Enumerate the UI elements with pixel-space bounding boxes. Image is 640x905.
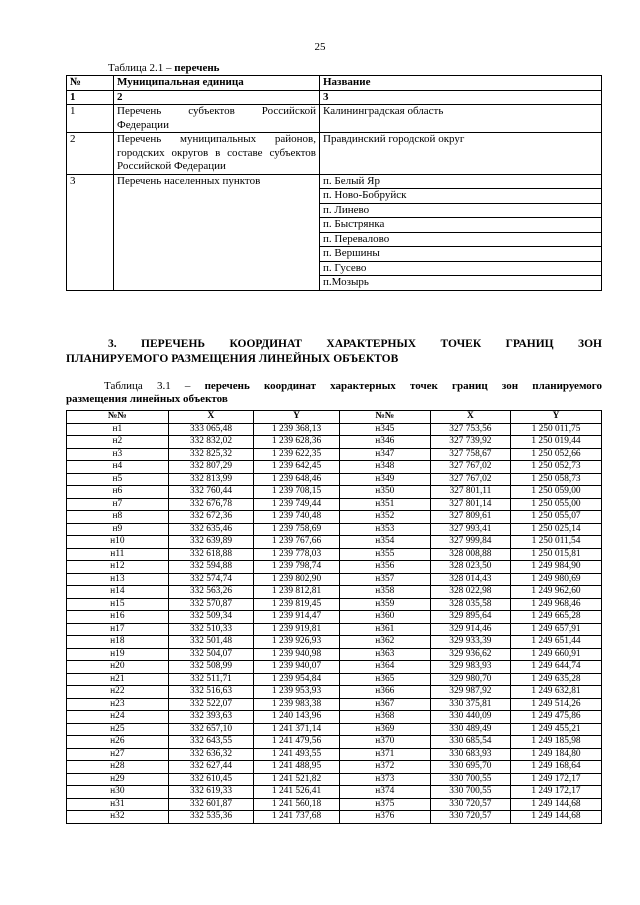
municipal-unit: Перечень муниципальных районов, городских округов в составе субъектов Российской Федерации: [114, 133, 320, 175]
header-cell: X: [430, 411, 510, 424]
name-cell: п. Гусево: [320, 261, 602, 276]
point-id: н349: [339, 473, 430, 486]
y-coord: 1 239 767,66: [254, 536, 340, 549]
y-coord: 1 250 052,66: [511, 448, 602, 461]
table-row: [67, 598, 602, 611]
point-id: н365: [339, 673, 430, 686]
y-coord: 1 239 940,98: [254, 648, 340, 661]
x-coord: 332 672,36: [168, 511, 254, 524]
y-coord: 1 239 919,81: [254, 623, 340, 636]
table-row: [67, 648, 602, 661]
y-coord: 1 239 940,07: [254, 661, 340, 674]
table-2-1: [66, 75, 602, 291]
y-coord: 1 250 011,75: [511, 423, 602, 436]
point-id: н371: [339, 748, 430, 761]
point-id: н14: [67, 586, 169, 599]
table-row: [67, 698, 602, 711]
point-id: н363: [339, 648, 430, 661]
caption-bold: размещения линейных объектов: [66, 393, 228, 405]
caption-bold: перечень координат характерных точек границ зон планируемого: [204, 380, 603, 392]
x-coord: 327 767,02: [430, 473, 510, 486]
y-coord: 1 239 798,74: [254, 561, 340, 574]
y-coord: 1 241 371,14: [254, 723, 340, 736]
point-id: н26: [67, 736, 169, 749]
section-heading-line-1: 3. ПЕРЕЧЕНЬ КООРДИНАТ ХАРАКТЕРНЫХ ТОЧЕК ГРАНИЦ ЗОН: [108, 338, 602, 350]
x-coord: 330 685,54: [430, 736, 510, 749]
table-row: [67, 573, 602, 586]
point-id: н355: [339, 548, 430, 561]
y-coord: 1 249 632,81: [511, 686, 602, 699]
y-coord: 1 249 168,64: [511, 761, 602, 774]
x-coord: 332 760,44: [168, 486, 254, 499]
x-coord: 332 563,26: [168, 586, 254, 599]
x-coord: 332 639,89: [168, 536, 254, 549]
point-id: н7: [67, 498, 169, 511]
x-coord: 332 807,29: [168, 461, 254, 474]
header-cell: Y: [254, 411, 340, 424]
table-row: [67, 773, 602, 786]
table-row: [67, 686, 602, 699]
y-coord: 1 239 622,35: [254, 448, 340, 461]
y-coord: 1 239 628,36: [254, 436, 340, 449]
header-cell: X: [168, 411, 254, 424]
table-row: [67, 711, 602, 724]
y-coord: 1 249 984,90: [511, 561, 602, 574]
point-id: н22: [67, 686, 169, 699]
x-coord: 332 574,74: [168, 573, 254, 586]
y-coord: 1 250 011,54: [511, 536, 602, 549]
y-coord: 1 249 635,28: [511, 673, 602, 686]
point-id: н18: [67, 636, 169, 649]
point-id: н348: [339, 461, 430, 474]
name-cell: п. Вершины: [320, 247, 602, 262]
y-coord: 1 239 926,93: [254, 636, 340, 649]
point-id: н351: [339, 498, 430, 511]
row-number: 3: [67, 174, 114, 290]
index-cell: 2: [114, 90, 320, 105]
name-cell: п. Белый Яр: [320, 174, 602, 189]
table-row: [67, 498, 602, 511]
point-id: н373: [339, 773, 430, 786]
table-row: [67, 586, 602, 599]
x-coord: 332 601,87: [168, 798, 254, 811]
y-coord: 1 239 642,45: [254, 461, 340, 474]
x-coord: 332 510,33: [168, 623, 254, 636]
x-coord: 327 758,67: [430, 448, 510, 461]
name-cell: п. Ново-Бобруйск: [320, 189, 602, 204]
y-coord: 1 250 058,73: [511, 473, 602, 486]
table-row: [67, 448, 602, 461]
y-coord: 1 249 475,86: [511, 711, 602, 724]
point-id: н8: [67, 511, 169, 524]
y-coord: 1 250 019,44: [511, 436, 602, 449]
table-row: [67, 736, 602, 749]
y-coord: 1 239 954,84: [254, 673, 340, 686]
municipal-unit: Перечень населенных пунктов: [114, 174, 320, 290]
point-id: н15: [67, 598, 169, 611]
point-id: н376: [339, 811, 430, 824]
point-id: н5: [67, 473, 169, 486]
x-coord: 332 619,33: [168, 786, 254, 799]
table-row: [67, 473, 602, 486]
x-coord: 332 393,63: [168, 711, 254, 724]
municipal-unit: Перечень субъектов Российской Федерации: [114, 105, 320, 133]
x-coord: 328 014,43: [430, 573, 510, 586]
x-coord: 332 825,32: [168, 448, 254, 461]
point-id: н2: [67, 436, 169, 449]
x-coord: 330 720,57: [430, 798, 510, 811]
header-cell: Y: [511, 411, 602, 424]
point-id: н27: [67, 748, 169, 761]
caption-line-2: [66, 393, 602, 406]
x-coord: 330 489,49: [430, 723, 510, 736]
point-id: н21: [67, 673, 169, 686]
y-coord: 1 249 184,80: [511, 748, 602, 761]
y-coord: 1 239 819,45: [254, 598, 340, 611]
x-coord: 332 511,71: [168, 673, 254, 686]
name-cell: п.Мозырь: [320, 276, 602, 291]
point-id: н30: [67, 786, 169, 799]
y-coord: 1 239 812,81: [254, 586, 340, 599]
point-id: н367: [339, 698, 430, 711]
x-coord: 328 023,50: [430, 561, 510, 574]
x-coord: 329 895,64: [430, 611, 510, 624]
x-coord: 329 933,39: [430, 636, 510, 649]
x-coord: 333 065,48: [168, 423, 254, 436]
point-id: н25: [67, 723, 169, 736]
section-heading-line-2: ПЛАНИРУЕМОГО РАЗМЕЩЕНИЯ ЛИНЕЙНЫХ ОБЪЕКТОВ: [66, 353, 399, 365]
name-cell: п. Быстрянка: [320, 218, 602, 233]
table-row: [67, 423, 602, 436]
header-row: [67, 76, 602, 91]
point-id: н29: [67, 773, 169, 786]
x-coord: 330 700,55: [430, 773, 510, 786]
x-coord: 332 676,78: [168, 498, 254, 511]
x-coord: 327 999,84: [430, 536, 510, 549]
y-coord: 1 249 144,68: [511, 798, 602, 811]
table-row: [67, 523, 602, 536]
x-coord: 329 980,70: [430, 673, 510, 686]
point-id: н20: [67, 661, 169, 674]
x-coord: 329 983,93: [430, 661, 510, 674]
table-2-1-caption: [108, 62, 219, 74]
x-coord: 332 509,34: [168, 611, 254, 624]
point-id: н28: [67, 761, 169, 774]
x-coord: 332 508,99: [168, 661, 254, 674]
x-coord: 332 516,63: [168, 686, 254, 699]
x-coord: 332 657,10: [168, 723, 254, 736]
point-id: н346: [339, 436, 430, 449]
table-row: [67, 723, 602, 736]
x-coord: 332 501,48: [168, 636, 254, 649]
y-coord: 1 249 514,26: [511, 698, 602, 711]
table-row: [67, 661, 602, 674]
y-coord: 1 250 025,14: [511, 523, 602, 536]
table-3-1: [66, 410, 602, 824]
row-number: 2: [67, 133, 114, 175]
y-coord: 1 249 651,44: [511, 636, 602, 649]
header-cell: №№: [339, 411, 430, 424]
y-coord: 1 241 479,56: [254, 736, 340, 749]
y-coord: 1 241 521,82: [254, 773, 340, 786]
y-coord: 1 239 758,69: [254, 523, 340, 536]
x-coord: 327 801,14: [430, 498, 510, 511]
table-row: [67, 636, 602, 649]
table-row: [67, 811, 602, 824]
table-row: [67, 436, 602, 449]
x-coord: 327 753,56: [430, 423, 510, 436]
y-coord: 1 239 983,38: [254, 698, 340, 711]
table-row: [67, 461, 602, 474]
index-row: [67, 90, 602, 105]
y-coord: 1 249 644,74: [511, 661, 602, 674]
table-row: [67, 561, 602, 574]
point-id: н372: [339, 761, 430, 774]
point-id: н368: [339, 711, 430, 724]
name-cell: п. Линево: [320, 203, 602, 218]
point-id: н350: [339, 486, 430, 499]
point-id: н10: [67, 536, 169, 549]
header-cell: Муниципальная единица: [114, 76, 320, 91]
x-coord: 327 739,92: [430, 436, 510, 449]
y-coord: 1 241 493,55: [254, 748, 340, 761]
y-coord: 1 239 740,48: [254, 511, 340, 524]
point-id: н366: [339, 686, 430, 699]
x-coord: 332 635,46: [168, 523, 254, 536]
y-coord: 1 239 802,90: [254, 573, 340, 586]
y-coord: 1 249 185,98: [511, 736, 602, 749]
point-id: н358: [339, 586, 430, 599]
point-id: н359: [339, 598, 430, 611]
y-coord: 1 239 648,46: [254, 473, 340, 486]
table-row: [67, 511, 602, 524]
x-coord: 332 522,07: [168, 698, 254, 711]
index-cell: 1: [67, 90, 114, 105]
point-id: н16: [67, 611, 169, 624]
point-id: н9: [67, 523, 169, 536]
point-id: н31: [67, 798, 169, 811]
y-coord: 1 239 953,93: [254, 686, 340, 699]
table-row: [67, 548, 602, 561]
header-cell: №№: [67, 411, 169, 424]
x-coord: 332 570,87: [168, 598, 254, 611]
header-row: [67, 411, 602, 424]
caption-prefix: Таблица 2.1 –: [108, 62, 175, 74]
y-coord: 1 239 368,13: [254, 423, 340, 436]
table-row: [67, 611, 602, 624]
point-id: н362: [339, 636, 430, 649]
y-coord: 1 249 172,17: [511, 773, 602, 786]
x-coord: 332 636,32: [168, 748, 254, 761]
x-coord: 327 801,11: [430, 486, 510, 499]
page-number: 25: [314, 41, 326, 53]
y-coord: 1 249 665,28: [511, 611, 602, 624]
y-coord: 1 241 526,41: [254, 786, 340, 799]
x-coord: 327 767,02: [430, 461, 510, 474]
table-row: [67, 133, 602, 175]
table-row: [67, 623, 602, 636]
name-cell: п. Перевалово: [320, 232, 602, 247]
y-coord: 1 250 055,00: [511, 498, 602, 511]
y-coord: 1 239 708,15: [254, 486, 340, 499]
point-id: н32: [67, 811, 169, 824]
header-cell: №: [67, 76, 114, 91]
table-row: [67, 105, 602, 133]
table-row: [67, 673, 602, 686]
y-coord: 1 239 749,44: [254, 498, 340, 511]
point-id: н24: [67, 711, 169, 724]
point-id: н370: [339, 736, 430, 749]
y-coord: 1 249 455,21: [511, 723, 602, 736]
caption-bold: перечень: [174, 62, 220, 74]
x-coord: 329 987,92: [430, 686, 510, 699]
point-id: н11: [67, 548, 169, 561]
table-3-1-caption: [66, 380, 602, 406]
x-coord: 329 914,46: [430, 623, 510, 636]
index-cell: 3: [320, 90, 602, 105]
x-coord: 332 618,88: [168, 548, 254, 561]
x-coord: 332 643,55: [168, 736, 254, 749]
point-id: н374: [339, 786, 430, 799]
x-coord: 328 035,58: [430, 598, 510, 611]
y-coord: 1 249 172,17: [511, 786, 602, 799]
y-coord: 1 249 657,91: [511, 623, 602, 636]
x-coord: 330 700,55: [430, 786, 510, 799]
x-coord: 332 813,99: [168, 473, 254, 486]
x-coord: 327 809,61: [430, 511, 510, 524]
y-coord: 1 240 143,96: [254, 711, 340, 724]
x-coord: 332 832,02: [168, 436, 254, 449]
caption-line-1: [66, 380, 602, 393]
y-coord: 1 249 962,60: [511, 586, 602, 599]
x-coord: 330 683,93: [430, 748, 510, 761]
y-coord: 1 249 968,46: [511, 598, 602, 611]
section-heading: [66, 337, 602, 367]
table-row: [67, 798, 602, 811]
y-coord: 1 239 914,47: [254, 611, 340, 624]
y-coord: 1 249 660,91: [511, 648, 602, 661]
name-cell: Калининградская область: [320, 105, 602, 133]
point-id: н369: [339, 723, 430, 736]
table-row: [67, 786, 602, 799]
point-id: н356: [339, 561, 430, 574]
y-coord: 1 241 737,68: [254, 811, 340, 824]
point-id: н345: [339, 423, 430, 436]
y-coord: 1 250 015,81: [511, 548, 602, 561]
table-row: [67, 536, 602, 549]
table-row: [67, 174, 602, 189]
point-id: н352: [339, 511, 430, 524]
y-coord: 1 250 059,00: [511, 486, 602, 499]
x-coord: 330 440,09: [430, 711, 510, 724]
name-cell: Правдинский городской округ: [320, 133, 602, 175]
y-coord: 1 250 052,73: [511, 461, 602, 474]
point-id: н357: [339, 573, 430, 586]
y-coord: 1 249 980,69: [511, 573, 602, 586]
y-coord: 1 241 488,95: [254, 761, 340, 774]
point-id: н19: [67, 648, 169, 661]
point-id: н12: [67, 561, 169, 574]
y-coord: 1 241 560,18: [254, 798, 340, 811]
table-row: [67, 748, 602, 761]
point-id: н375: [339, 798, 430, 811]
x-coord: 330 695,70: [430, 761, 510, 774]
y-coord: 1 239 778,03: [254, 548, 340, 561]
x-coord: 329 936,62: [430, 648, 510, 661]
x-coord: 332 504,07: [168, 648, 254, 661]
point-id: н13: [67, 573, 169, 586]
table-row: [67, 761, 602, 774]
y-coord: 1 249 144,68: [511, 811, 602, 824]
point-id: н354: [339, 536, 430, 549]
point-id: н347: [339, 448, 430, 461]
point-id: н364: [339, 661, 430, 674]
point-id: н17: [67, 623, 169, 636]
x-coord: 330 375,81: [430, 698, 510, 711]
x-coord: 332 535,36: [168, 811, 254, 824]
x-coord: 330 720,57: [430, 811, 510, 824]
table-row: [67, 486, 602, 499]
x-coord: 328 022,98: [430, 586, 510, 599]
point-id: н353: [339, 523, 430, 536]
row-number: 1: [67, 105, 114, 133]
point-id: н6: [67, 486, 169, 499]
point-id: н1: [67, 423, 169, 436]
header-cell: Название: [320, 76, 602, 91]
point-id: н4: [67, 461, 169, 474]
point-id: н23: [67, 698, 169, 711]
point-id: н3: [67, 448, 169, 461]
x-coord: 332 610,45: [168, 773, 254, 786]
x-coord: 327 993,41: [430, 523, 510, 536]
point-id: н360: [339, 611, 430, 624]
point-id: н361: [339, 623, 430, 636]
caption-prefix: Таблица 3.1 –: [104, 380, 205, 392]
x-coord: 332 594,88: [168, 561, 254, 574]
x-coord: 332 627,44: [168, 761, 254, 774]
x-coord: 328 008,88: [430, 548, 510, 561]
y-coord: 1 250 055,07: [511, 511, 602, 524]
